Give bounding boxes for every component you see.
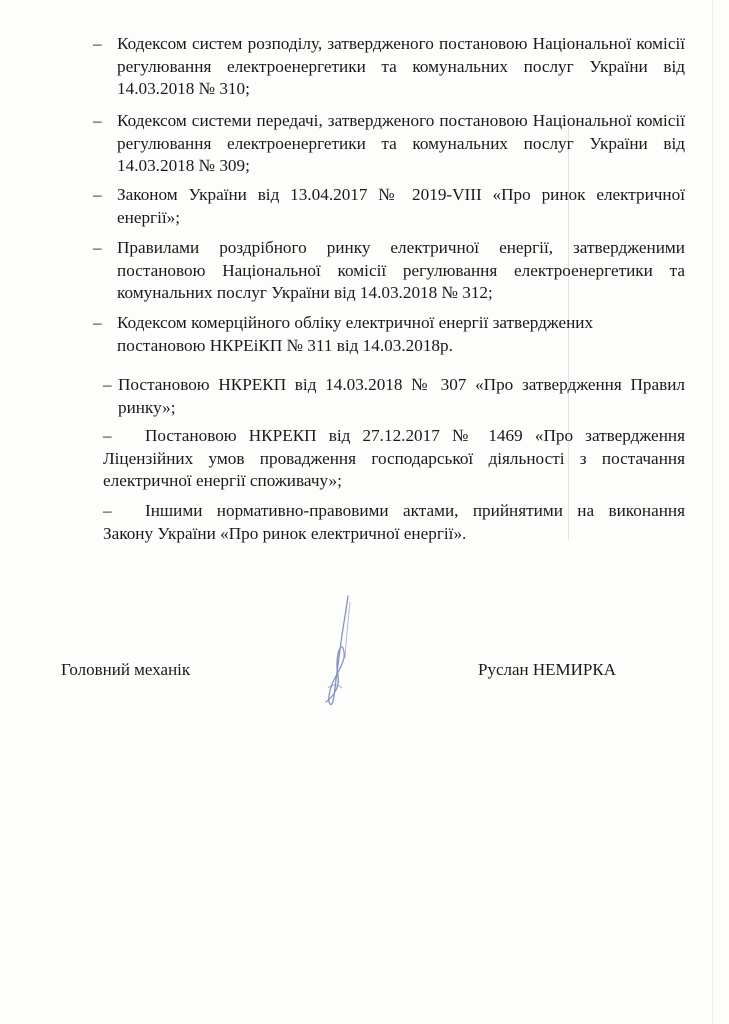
list-dash: – [103, 501, 112, 520]
list-item-line-1: Кодексом комерційного обліку електричної енергії затверджених [117, 313, 594, 332]
list-item [103, 500, 685, 545]
list-item-text: Кодексом системи передачі, затвердженого постановою Національної комісії регулювання електроенергетики та комунальних послуг України від 14.03.2018 № 309; [117, 111, 685, 175]
list-item-text: Постановою НКРЕКП від 14.03.2018 № 307 «Про затвердження Правил ринку»; [118, 375, 685, 417]
list-item-text: Постановою НКРЕКП від 27.12.2017 № 1469 «Про затвердження Ліцензійних умов провадження господарської діяльності з постачання електричної енергії споживачу»; [103, 426, 685, 490]
list-dash: – [93, 185, 102, 204]
list-item [93, 110, 685, 178]
list-item-text-wrap [103, 500, 685, 545]
list-item [93, 312, 685, 357]
list-item-text-wrap [103, 425, 685, 493]
list-dash: – [103, 375, 112, 394]
list-item [93, 237, 685, 305]
list-dash: – [93, 238, 102, 257]
list-item [93, 184, 685, 229]
signer-title: Головний механік [61, 660, 191, 679]
scan-artifact-line [712, 0, 713, 1024]
handwritten-signature [312, 592, 362, 712]
list-dash: – [103, 426, 112, 445]
signer-name: Руслан НЕМИРКА [478, 660, 617, 679]
list-item-text: Законом України від 13.04.2017 № 2019-VIII «Про ринок електричної енергії»; [117, 185, 685, 227]
list-item [103, 374, 685, 419]
list-item-text-wrap [103, 374, 685, 419]
list-item-line-2: постановою НКРЕіКП № 311 від 14.03.2018р. [117, 335, 453, 355]
list-dash: – [93, 34, 102, 53]
list-item-text: Кодексом систем розподілу, затвердженого постановою Національної комісії регулювання електроенергетики та комунальних послуг України від 14.03.2018 № 310; [117, 34, 685, 98]
list-item [93, 33, 685, 101]
list-dash: – [93, 313, 102, 332]
list-item-text: Іншими нормативно-правовими актами, прийнятими на виконання Закону України «Про ринок електричної енергії». [103, 501, 685, 543]
list-dash: – [93, 111, 102, 130]
list-item [103, 425, 685, 493]
list-item-text: Правилами роздрібного ринку електричної енергії, затвердженими постановою Національної комісії регулювання електроенергетики та комунальних послуг України від 14.03.2018 № 312; [117, 238, 685, 302]
